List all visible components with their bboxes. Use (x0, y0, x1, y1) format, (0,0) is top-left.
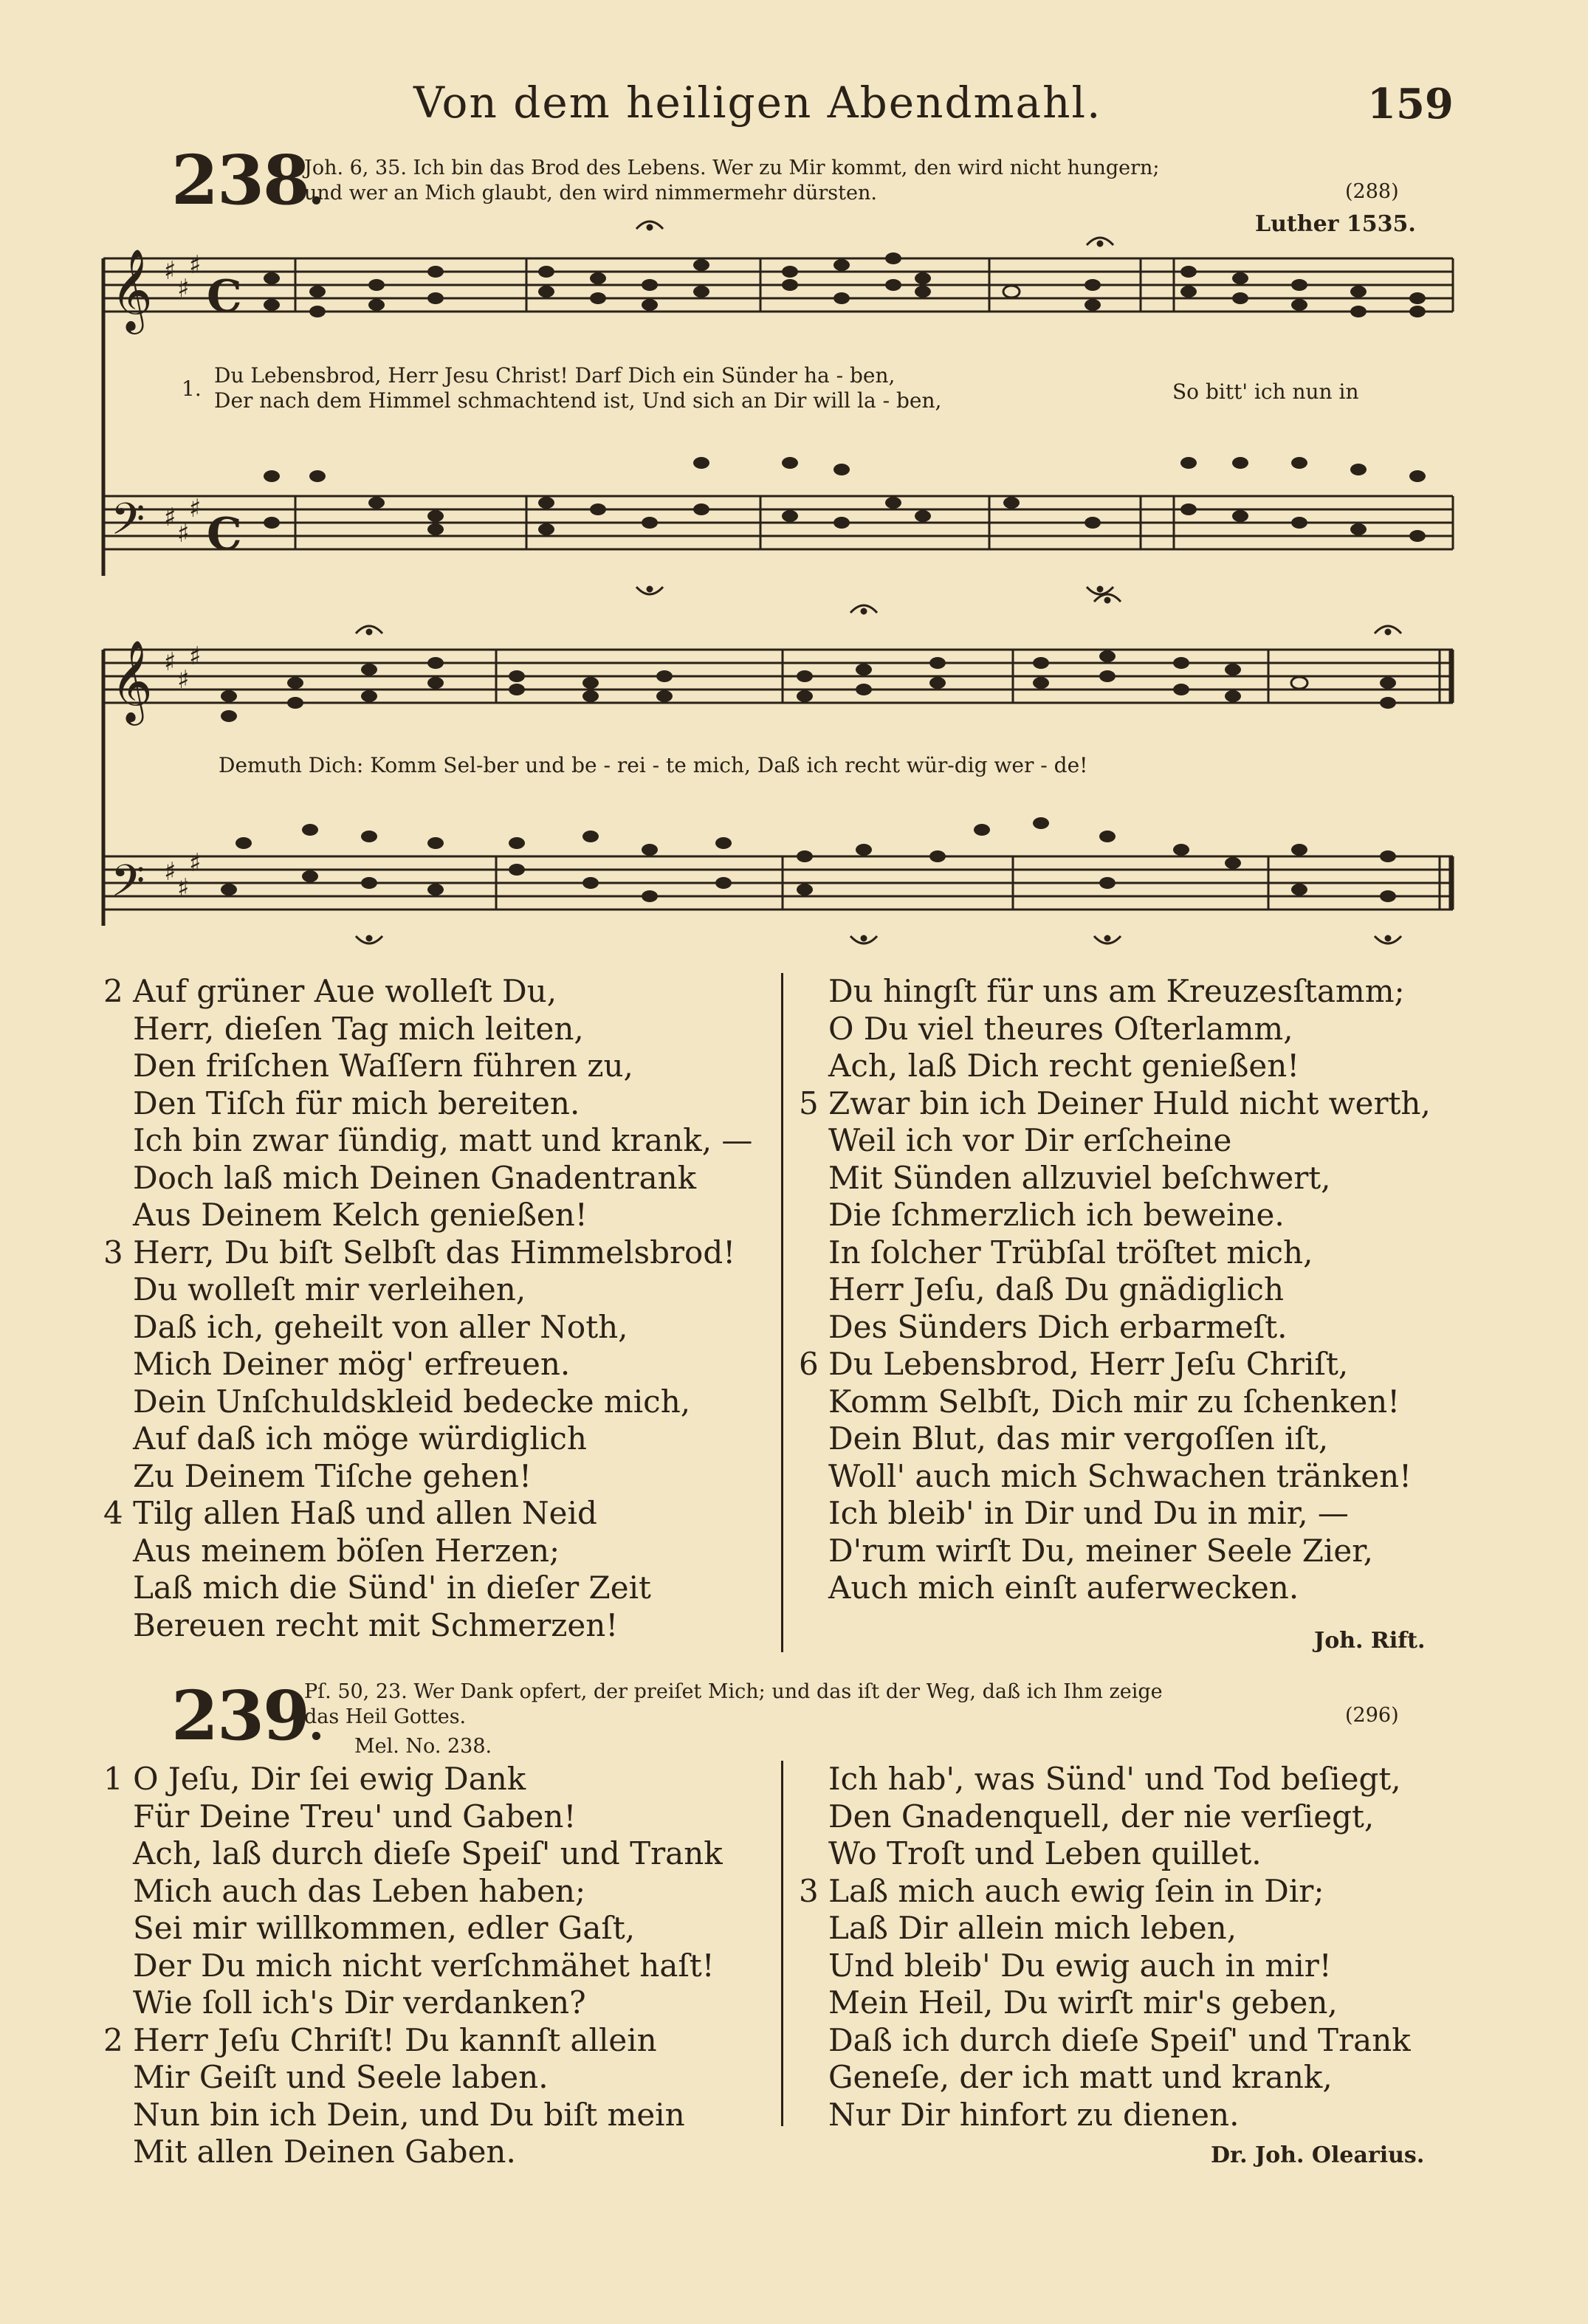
verse-line: Die ſchmerzlich ich beweine. (828, 1197, 1285, 1233)
music-notation (0, 0, 1588, 960)
verse-line: Nun bin ich Dein, und Du biſt mein (133, 2096, 685, 2133)
hymn-number-238: 238 . (171, 140, 323, 220)
hymn-238-epigraph-line2: und wer an Mich glaubt, den wird nimmermehr dürsten. (304, 182, 877, 204)
common-time-icon: C (207, 509, 242, 560)
hymn-239-right-column (799, 1761, 1463, 2134)
verse-line: Mit Sünden allzuviel beſchwert, (828, 1159, 1331, 1196)
sharp-icon: ♯ (189, 250, 202, 280)
verse-line: Den friſchen Waſſern führen zu, (133, 1048, 633, 1084)
verse-line: Mir Geiſt und Seele laben. (133, 2059, 549, 2095)
verse-line: Auch mich einſt auferwecken. (828, 1570, 1299, 1606)
hymn-239-left-column (103, 1761, 768, 2171)
verse-line: Laß mich die Sünd' in dieſer Zeit (133, 1570, 651, 1606)
verse-line: Zu Deinem Tiſche gehen! (133, 1457, 532, 1494)
hymn-238-reference: (288) (1345, 180, 1399, 203)
lyrics-line-1-tail: So bitt' ich nun in (1172, 379, 1359, 404)
bass-clef-icon: 𝄢 (111, 493, 145, 555)
verse-line: 2 Herr Jeſu Chriſt! Du kannſt allein (103, 2021, 657, 2058)
sharp-icon: ♯ (177, 519, 190, 549)
verse-line: 4 Tilg allen Haß und allen Neid (103, 1495, 597, 1531)
sharp-icon: ♯ (177, 665, 190, 695)
verse-line: 1 O Jeſu, Dir ſei ewig Dank (103, 1761, 526, 1797)
verse-line: 2 Auf grüner Aue wolleſt Du, (103, 973, 557, 1009)
verse-line: Des Sünders Dich erbarmeſt. (828, 1308, 1288, 1345)
treble-staff-system-1 (103, 258, 1453, 576)
verse-line: Ach, laß Dich recht genießen! (828, 1048, 1300, 1084)
verse-line: In ſolcher Trübſal tröſtet mich, (828, 1234, 1313, 1271)
column-divider (781, 973, 783, 1652)
verse-line: Herr, dieſen Tag mich leiten, (133, 1010, 584, 1047)
verse-line: Für Deine Treu' und Gaben! (133, 1798, 577, 1835)
verse-line: Ich bleib' in Dir und Du in mir, — (828, 1495, 1349, 1531)
verse-line: Ich bin zwar ſündig, matt und krank, — (133, 1122, 753, 1158)
verse-line: Dein Unſchuldskleid bedecke mich, (133, 1383, 691, 1420)
verse-line: Wo Troſt und Leben quillet. (828, 1835, 1262, 1871)
verse-line: Herr Jeſu, daß Du gnädiglich (828, 1271, 1284, 1307)
verse-marker: 1. (182, 377, 202, 401)
verse-line: Doch laß mich Deinen Gnadentrank (133, 1159, 697, 1196)
lyrics-line-2: Der nach dem Himmel schmachtend ist, Und sich an Dir will la - ben, (214, 388, 942, 413)
verse-line: O Du viel theures Oſterlamm, (828, 1010, 1293, 1047)
treble-staff-system-2 (103, 650, 1453, 926)
verse-line: Laß Dir allein mich leben, (828, 1910, 1237, 1946)
lyrics-line-3: Demuth Dich: Komm Sel-ber und be - rei - te mich, Daß ich recht wür-dig wer - de! (219, 753, 1088, 777)
verse-line: Wie ſoll ich's Dir verdanken? (133, 1984, 586, 2021)
hymn-239-reference: (296) (1345, 1704, 1399, 1727)
bass-clef-icon: 𝄢 (111, 855, 145, 917)
verse-line: 3 Herr, Du biſt Selbſt das Himmelsbrod! (103, 1234, 736, 1271)
verse-line: Geneſe, der ich matt und krank, (828, 2059, 1333, 2095)
verse-line: Daß ich durch dieſe Speiſ' und Trank (828, 2021, 1411, 2058)
verse-line: Mich auch das Leben haben; (133, 1872, 586, 1909)
verse-line: Aus Deinem Kelch genießen! (133, 1197, 588, 1233)
verse-line: Du wolleſt mir verleihen, (133, 1271, 526, 1307)
verse-line: Woll' auch mich Schwachen tränken! (828, 1457, 1412, 1494)
verse-line: Ach, laß durch dieſe Speiſ' und Trank (133, 1835, 723, 1871)
sharp-icon: ♯ (164, 256, 176, 286)
verse-line: Weil ich vor Dir erſcheine (828, 1122, 1232, 1158)
verse-line: Der Du mich nicht verſchmähet haſt! (133, 1947, 715, 1984)
bass-staff-system-2 (103, 856, 1453, 910)
verse-line: D'rum wirſt Du, meiner Seele Zier, (828, 1532, 1374, 1569)
verse-line: 6 Du Lebensbrod, Herr Jeſu Chriſt, (799, 1346, 1349, 1382)
sharp-icon: ♯ (177, 274, 190, 303)
treble-clef-icon: 𝄞 (111, 639, 153, 722)
verse-line: Komm Selbſt, Dich mir zu ſchenken! (828, 1383, 1400, 1420)
hymn-239-author: Dr. Joh. Olearius. (1211, 2142, 1425, 2168)
hymn-238-author: Joh. Rift. (1314, 1628, 1426, 1654)
verse-line: Sei mir willkommen, edler Gaſt, (133, 1910, 636, 1946)
sharp-icon: ♯ (189, 848, 202, 878)
running-title: Von dem heiligen Abendmahl. (413, 78, 1102, 128)
verse-line: Nur Dir hinfort zu dienen. (828, 2096, 1240, 2133)
hymn-number-239: 239 . (171, 1676, 323, 1756)
verse-line: Mit allen Deinen Gaben. (133, 2134, 516, 2170)
verse-line: Bereuen recht mit Schmerzen! (133, 1606, 619, 1643)
sharp-icon: ♯ (164, 647, 176, 677)
sharp-icon: ♯ (164, 857, 176, 887)
verse-line: Mich Deiner mög' erfreuen. (133, 1346, 571, 1382)
note-heads (221, 252, 1426, 902)
hymn-238-left-column (103, 973, 768, 1644)
verse-line: Und bleib' Du ewig auch in mir! (828, 1947, 1332, 1984)
verse-line: Den Tiſch für mich bereiten. (133, 1084, 580, 1121)
hymn-238-right-column (799, 973, 1463, 1607)
melody-note: Mel. No. 238. (354, 1735, 492, 1758)
sharp-icon: ♯ (189, 494, 202, 523)
verse-line: Aus meinem böſen Herzen; (133, 1532, 560, 1569)
verse-line: Daß ich, geheilt von aller Noth, (133, 1308, 628, 1345)
verse-line: Den Gnadenquell, der nie verſiegt, (828, 1798, 1375, 1835)
column-divider (781, 1761, 783, 2126)
page-number: 159 (1367, 80, 1454, 128)
verse-line: Dein Blut, das mir vergoſſen iſt, (828, 1420, 1329, 1457)
hymn-238-epigraph-line1: Joh. 6, 35. Ich bin das Brod des Lebens. Wer zu Mir kommt, den wird nicht hungern; (304, 157, 1160, 179)
verse-line: 3 Laß mich auch ewig ſein in Dir; (799, 1872, 1324, 1909)
lyrics-line-1: Du Lebensbrod, Herr Jesu Christ! Darf Dich ein Sünder ha - ben, (214, 363, 896, 388)
bass-staff-system-1 (103, 496, 1453, 549)
sharp-icon: ♯ (177, 873, 190, 903)
fermata-marks (356, 221, 1401, 943)
verse-line: Mein Heil, Du wirſt mir's geben, (828, 1984, 1338, 2021)
verse-line: Auf daß ich möge würdiglich (133, 1420, 587, 1457)
verse-line: Du hingſt für uns am Kreuzesſtamm; (828, 973, 1405, 1009)
hymn-239-epigraph-line1: Pſ. 50, 23. Wer Dank opfert, der preiſet Mich; und das iſt der Weg, daß ich Ihm zeige (304, 1680, 1163, 1703)
sharp-icon: ♯ (164, 503, 176, 532)
verse-line: 5 Zwar bin ich Deiner Huld nicht werth, (799, 1084, 1431, 1121)
verse-line: Ich hab', was Sünd' und Tod beſiegt, (828, 1761, 1401, 1797)
common-time-icon: C (207, 271, 242, 323)
sharp-icon: ♯ (189, 642, 202, 671)
composer: Luther 1535. (1255, 211, 1416, 237)
treble-clef-icon: 𝄞 (111, 248, 153, 331)
hymn-239-epigraph-line2: das Heil Gottes. (304, 1705, 467, 1728)
